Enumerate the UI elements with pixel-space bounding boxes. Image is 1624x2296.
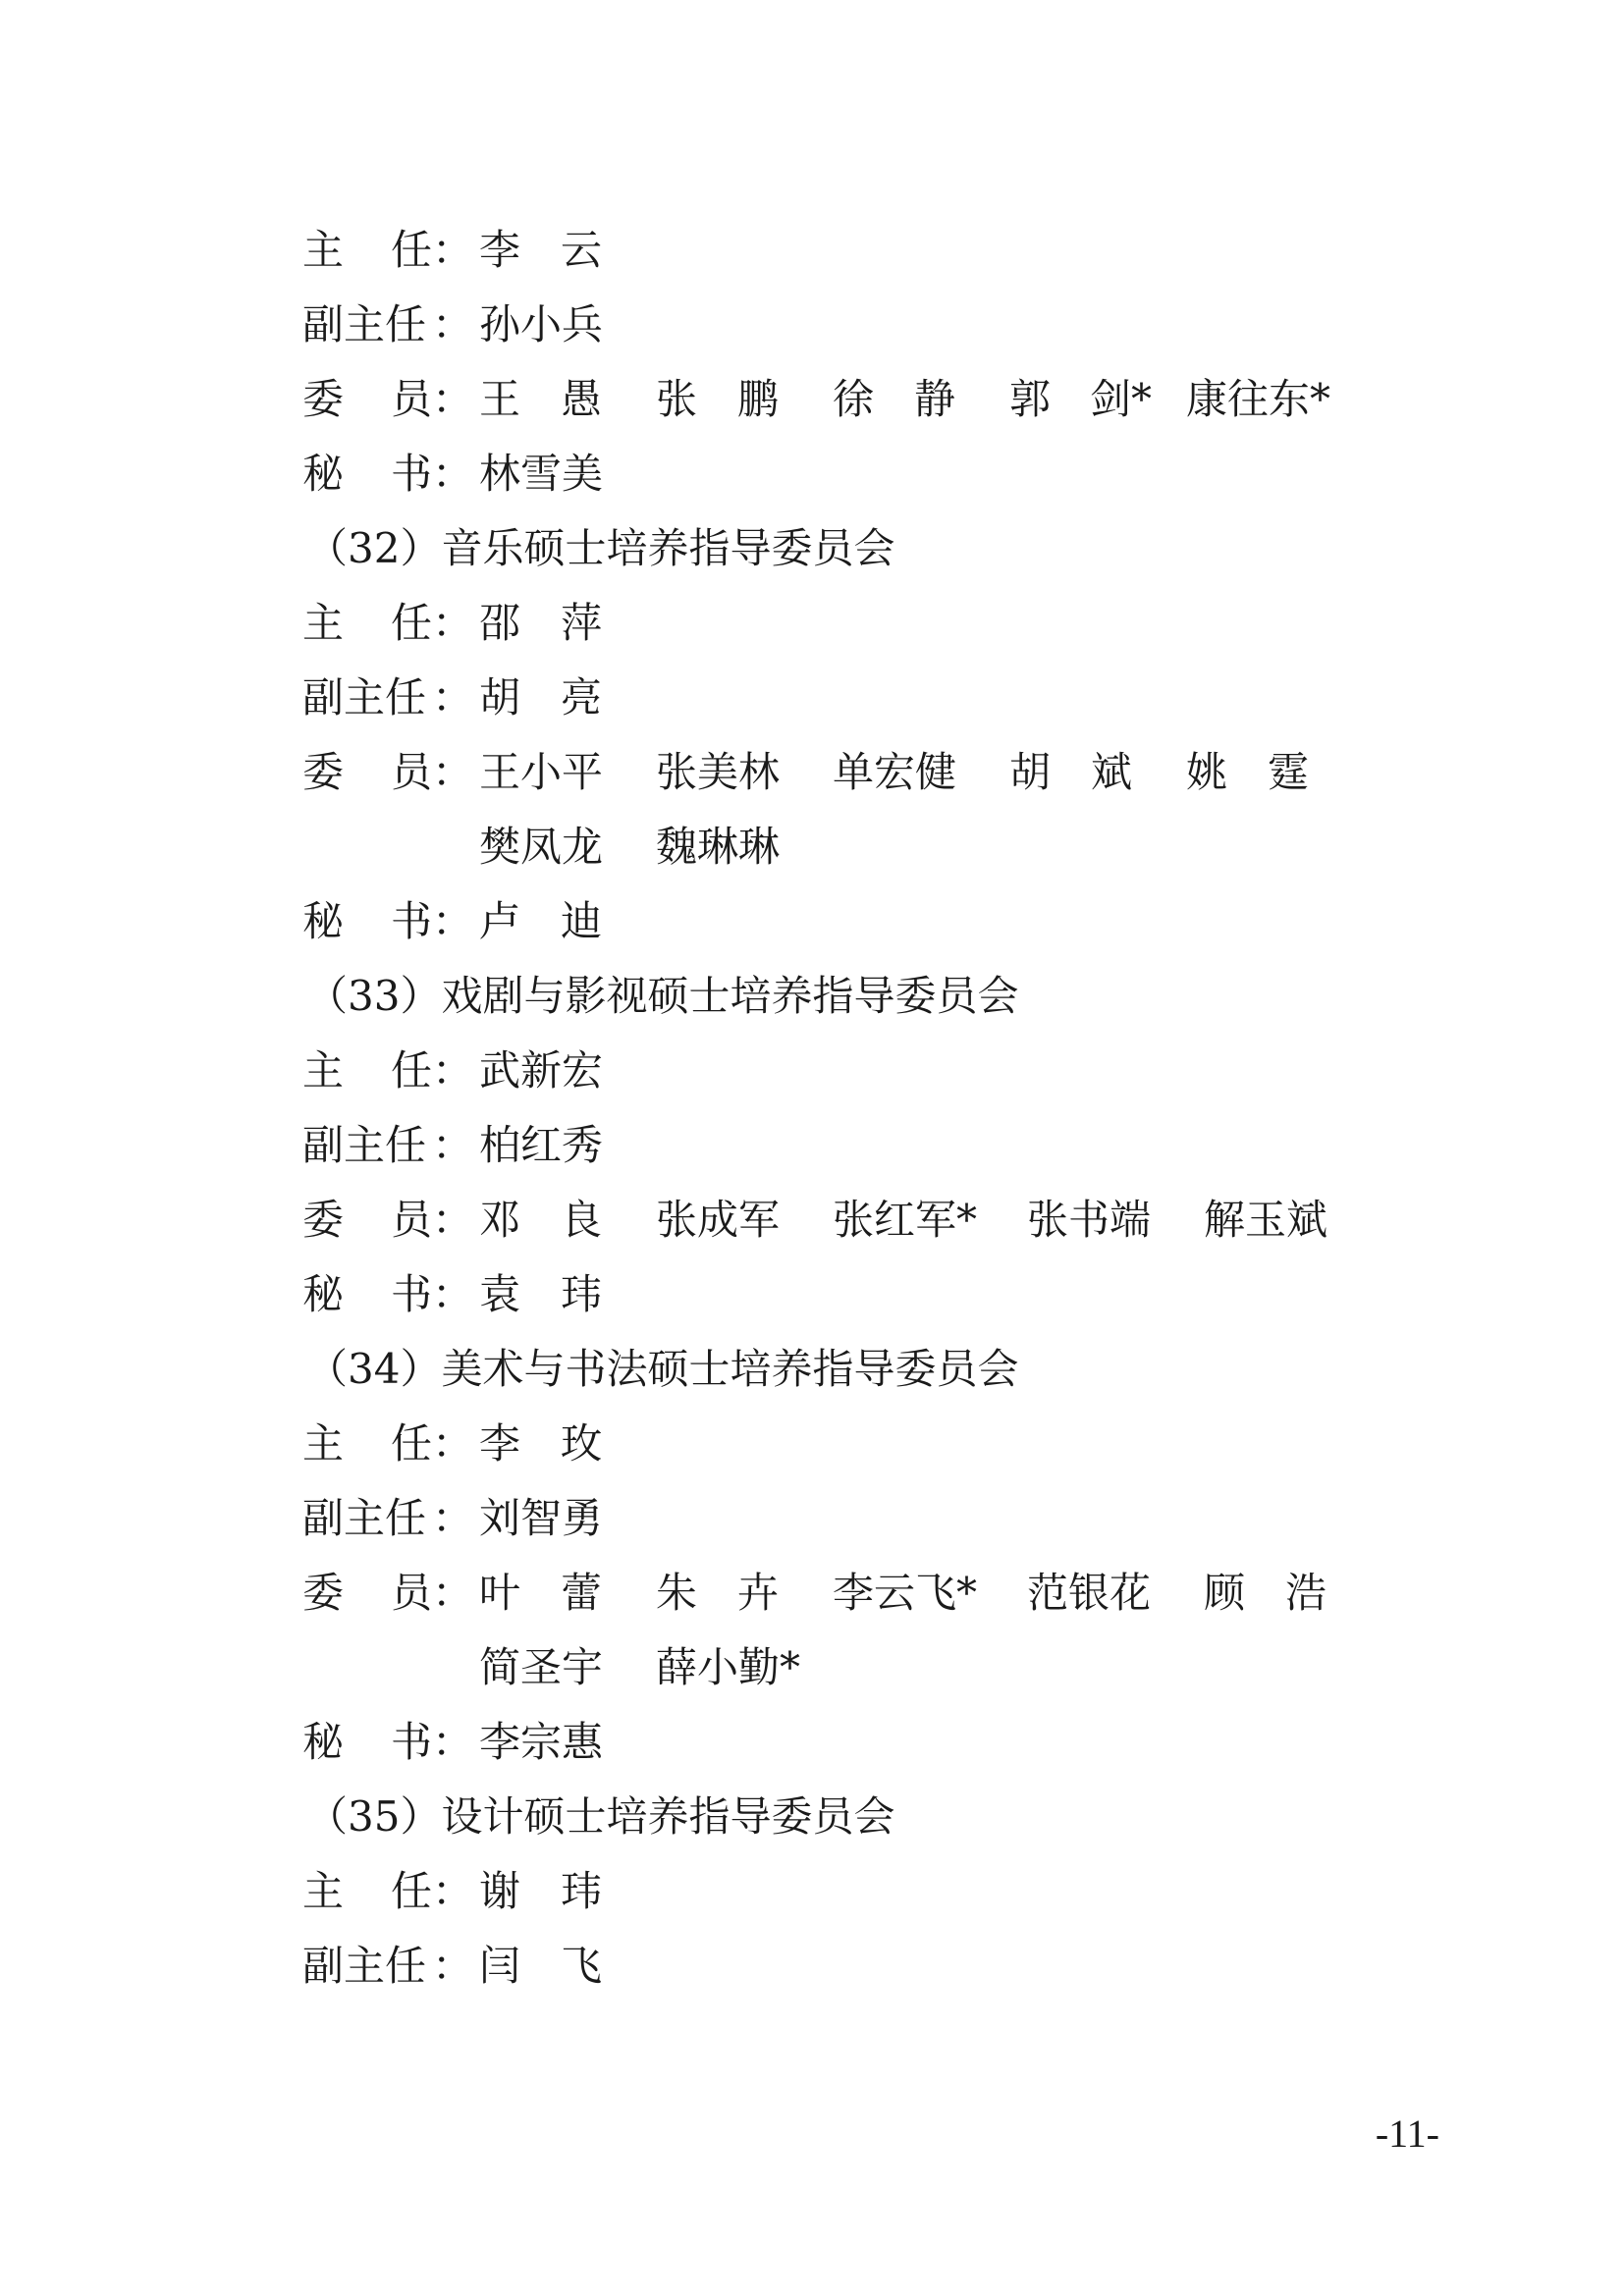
person-name: 王 愚 (479, 375, 602, 423)
committee-heading: （33）戏剧与影视硕士培养指导委员会 (306, 972, 1019, 1020)
person-name: 徐 静 (833, 375, 955, 423)
role-label-deputy: 副主任 (302, 673, 427, 721)
role-label-members: 委 员 (302, 1196, 432, 1244)
person-name: 魏琳琳 (656, 823, 781, 871)
person-name: 胡 亮 (479, 673, 602, 721)
role-label-secretary: 秘 书 (302, 1270, 432, 1318)
person-name: 袁 玮 (479, 1270, 602, 1318)
person-name: 邓 良 (479, 1196, 602, 1244)
person-name: 谢 玮 (479, 1867, 602, 1915)
role-label-director: 主 任 (302, 1867, 432, 1915)
person-name: 张红军* (833, 1196, 978, 1244)
person-name: 薛小勤* (656, 1643, 801, 1691)
deputy-director-line: 副主任 ： 胡 亮 (302, 666, 656, 724)
director-line: 主 任 ： 邵 萍 (302, 591, 656, 650)
person-name: 朱 卉 (656, 1569, 779, 1617)
person-name: 柏红秀 (479, 1121, 604, 1169)
director-line: 主 任 ： 武新宏 (302, 1039, 656, 1097)
director-line: 主 任 ： 李 云 (302, 218, 656, 277)
person-name: 王小平 (479, 748, 604, 796)
role-label-members: 委 员 (302, 375, 432, 423)
role-label-secretary: 秘 书 (302, 1718, 432, 1766)
person-name: 李 云 (479, 226, 602, 274)
person-name: 单宏健 (833, 748, 957, 796)
role-label-director: 主 任 (302, 1419, 432, 1468)
person-name: 卢 迪 (479, 897, 602, 945)
person-name: 胡 斌 (1009, 748, 1132, 796)
person-name: 武新宏 (479, 1046, 604, 1095)
person-name: 顾 浩 (1204, 1569, 1326, 1617)
secretary-line: 秘 书 ： 袁 玮 (302, 1262, 656, 1321)
person-name: 范银花 (1027, 1569, 1152, 1617)
person-name: 李云飞* (833, 1569, 978, 1617)
members-line: 委 员 ： 王 愚 张 鹏 徐 静 郭 剑* 康往东* (302, 367, 1363, 426)
person-name: 解玉斌 (1204, 1196, 1328, 1244)
person-name: 张书端 (1027, 1196, 1152, 1244)
role-label-deputy: 副主任 (302, 300, 427, 348)
person-name: 姚 霆 (1186, 748, 1309, 796)
role-label-secretary: 秘 书 (302, 897, 432, 945)
director-line: 主 任 ： 谢 玮 (302, 1859, 656, 1918)
page-number: -11- (1375, 2111, 1439, 2156)
secretary-line: 秘 书 ： 林雪美 (302, 442, 656, 501)
person-name: 李 玫 (479, 1419, 602, 1468)
members-line: 委 员 ： 叶 蕾 朱 卉 李云飞* 范银花 顾 浩 (302, 1561, 1380, 1620)
role-label-deputy: 副主任 (302, 1942, 427, 1990)
person-name: 闫 飞 (479, 1942, 602, 1990)
members-line: 委 员 ： 王小平 张美林 单宏健 胡 斌 姚 霆 (302, 740, 1363, 799)
secretary-line: 秘 书 ： 卢 迪 (302, 889, 656, 948)
deputy-director-line: 副主任 ： 孙小兵 (302, 293, 656, 351)
role-label-director: 主 任 (302, 1046, 432, 1095)
members-line-continued (479, 1635, 833, 1694)
committee-heading: （34）美术与书法硕士培养指导委员会 (306, 1345, 1019, 1393)
person-name: 张成军 (656, 1196, 781, 1244)
role-label-director: 主 任 (302, 599, 432, 647)
role-label-director: 主 任 (302, 226, 432, 274)
person-name: 樊凤龙 (479, 823, 604, 871)
deputy-director-line: 副主任 ： 闫 飞 (302, 1934, 656, 1993)
committee-heading: （35）设计硕士培养指导委员会 (306, 1792, 895, 1841)
person-name: 郭 剑* (1009, 375, 1152, 423)
deputy-director-line: 副主任 ： 柏红秀 (302, 1113, 656, 1172)
person-name: 邵 萍 (479, 599, 602, 647)
person-name: 刘智勇 (479, 1494, 604, 1542)
person-name: 林雪美 (479, 450, 604, 498)
members-line: 委 员 ： 邓 良 张成军 张红军* 张书端 解玉斌 (302, 1188, 1380, 1247)
committee-heading: （32）音乐硕士培养指导委员会 (306, 524, 895, 572)
person-name: 张 鹏 (656, 375, 779, 423)
person-name: 康往东* (1186, 375, 1331, 423)
director-line: 主 任 ： 李 玫 (302, 1412, 656, 1470)
person-name: 李宗惠 (479, 1718, 604, 1766)
role-label-deputy: 副主任 (302, 1121, 427, 1169)
person-name: 张美林 (656, 748, 781, 796)
members-line-continued (479, 815, 833, 874)
role-label-members: 委 员 (302, 748, 432, 796)
person-name: 孙小兵 (479, 300, 604, 348)
role-label-secretary: 秘 书 (302, 450, 432, 498)
deputy-director-line: 副主任 ： 刘智勇 (302, 1486, 656, 1545)
role-label-members: 委 员 (302, 1569, 432, 1617)
person-name: 简圣宇 (479, 1643, 604, 1691)
secretary-line: 秘 书 ： 李宗惠 (302, 1710, 656, 1769)
person-name: 叶 蕾 (479, 1569, 602, 1617)
role-label-deputy: 副主任 (302, 1494, 427, 1542)
